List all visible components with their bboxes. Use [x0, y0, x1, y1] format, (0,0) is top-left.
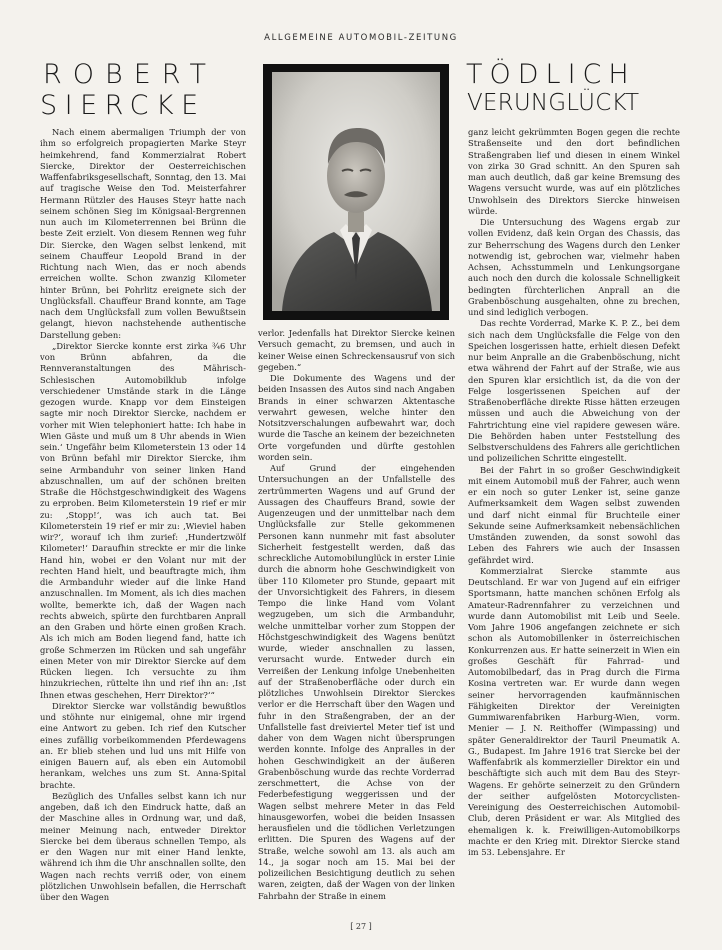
col2-paragraph: Auf Grund der eingehenden Untersuchungen an der Unfallstelle des zertrümmerten Wagens und auf Grund der Aussagen des Chauffeurs Brand, sowie der Augenzeugen und der unmittelbar nach dem Unglücksfalle zur Stelle gekommenen Personen kann nunmehr mit fast absoluter Sicherheit festgestellt werden, daß das schreckliche Automobilunglück in erster Linie durch die abnorm hohe Geschwindigkeit von über 110 Kilometer pro Stunde, gepaart mit der Unvorsichtigkeit des Fahrers, in diesem Tempo die linke Hand vom Volant wegzugeben, um sich die Armbanduhr, welche unmittelbar vorher zum Stoppen der Höchstgeschwindigkeit des Wagens benützt wurde, wieder anschnallen zu lassen, verursacht wurde. Entweder durch ein Verreißen der Lenkung infolge Unebenheiten auf der Straßenoberfläche oder durch ein plötzliches Unwohlsein Direktor Sierckes verlor er die Herrschaft über den Wagen und fuhr in den Straßengraben, der an der Unfallstelle fast dreiviertel Meter tief ist und daher von dem Wagen nicht übersprungen werden konnte. Infolge des Anpralles in der hohen Geschwindigkeit an der äußeren Grabenböschung wurde das rechte Vorderrad zerschmettert, die Achse von der Federbefestigung weggerissen und der Wagen selbst mehrere Meter in das Feld hinausgeworfen, wobei die beiden Insassen herausfielen und die tödlichen Verletzungen erlitten. Die Spuren des Wagens auf der Straße, welche sowohl am 13. als auch am 14., ja sogar noch am 15. Mai bei der polizeilichen Besichtigung deutlich zu sehen waren, zeigten, daß der Wagen von der linken Fahrbahn der Straße in einem — [258, 463, 455, 901]
masthead: ALLGEMEINE AUTOMOBIL-ZEITUNG — [264, 33, 458, 43]
col3-paragraph: Die Untersuchung des Wagens ergab zur vollen Evidenz, daß kein Organ des Chassis, das zur Beherrschung des Wagens durch den Lenker notwendig ist, gebrochen war, vielmehr haben Achsen, Achsstummeln und Lenkungsorgane auch noch den durch die kolossale Schnelligkeit bedingten fürchterlichen Anprall an die Grabenböschung ausgehalten, ohne zu brechen, und sind lediglich verbogen. — [468, 217, 680, 317]
col1-paragraph: Bezüglich des Unfalles selbst kann ich nur angeben, daß ich den Eindruck hatte, daß an der Maschine alles in Ordnung war, und daß, meiner Meinung nach, entweder Direktor Siercke bei dem überaus schnellen Tempo, als er den Wagen nur mit einer Hand lenkte, während ich ihm die Uhr anschnallen sollte, den Wagen nach rechts verriß oder, von einem plötzlichen Unwohlsein befallen, die Herrschaft über den Wagen — [40, 790, 246, 902]
col3-paragraph: Bei der Fahrt in so großer Geschwindigkeit mit einem Automobil muß der Fahrer, auch wenn er ein noch so guter Lenker ist, seine ganze Aufmerksamkeit dem Wagen selbst zuwenden und darf nicht einmal für Bruchteile einer Sekunde seine Aufmerksamkeit nebensächlichen Umständen zuwenden, da sonst sowohl das Leben des Fahrers wie auch der Insassen gefährdet wird. — [468, 464, 680, 565]
headline-right-line2: VERUNGLÜCKT — [467, 90, 640, 116]
portrait-photo — [272, 72, 440, 311]
col1-paragraph: „Direktor Siercke konnte erst zirka ¾6 Uhr von Brünn abfahren, da die Rennveranstaltungen des Mährisch-Schlesischen Automobilklub infolge verschiedener Umstände stark in die Länge gezogen wurde. Knapp vor dem Einsteigen sagte mir noch Direktor Siercke, nachdem er vorher mit Wien telephoniert hatte: Ich habe in Wien Gäste und muß um 8 Uhr abends in Wien sein.‘ Ungefähr beim Kilometerstein 13 oder 14 von Brünn befahl mir Direktor Siercke, ihm seine Armbanduhr von seiner linken Hand abzuschnallen, um auf der schönen breiten Straße die Höchstgeschwindigkeit des Wagens zu erproben. Beim Kilometerstein 19 rief er mir zu: ‚Stopp!‘, was ich auch tat. Bei Kilometerstein 19 rief er mir zu: ‚Wieviel haben wir?‘, worauf ich ihm zurief: ‚Hundertzwölf Kilometer!‘ Daraufhin streckte er mir die linke Hand hin, wobei er den Volant nur mit der rechten Hand hielt, und beauftragte mich, ihm die Armbanduhr wieder auf die linke Hand anzuschnallen. Im Moment, als ich dies machen wollte, bemerkte ich, daß der Wagen nach rechts abweich, spürte den furchtbaren Anprall an den Graben und hörte einen großen Krach. Als ich mich am Boden liegend fand, hatte ich große Schmerzen im Rücken und sah ungefähr einen Meter von mir Direktor Siercke auf dem Rücken liegen. Ich versuchte zu ihm hinzukriechen, rüttelte ihn und rief ihn an: ‚Ist Ihnen etwas geschehen, Herr Direktor?‘“ — [40, 340, 246, 700]
col2-paragraph: verlor. Jedenfalls hat Direktor Siercke keinen Versuch gemacht, zu bremsen, und auch in keiner Weise einen Schreckensausruf von sich gegeben.“ — [258, 328, 455, 372]
article-column-3 — [468, 127, 680, 909]
col1-paragraph: Direktor Siercke war vollständig bewußtlos und stöhnte nur einigemal, ohne mir irgend eine Antwort zu geben. Ich rief den Kutscher eines zufällig vorbeikommenden Pferdewagens an. Er blieb stehen und lud uns mit Hilfe von einigen Bauern auf, als eben ein Automobil herankam, welches uns zum St. Anna-Spital brachte. — [40, 700, 246, 790]
headline-left-line1: ROBERT — [43, 59, 218, 90]
page-number: [ 27 ] — [350, 922, 372, 931]
col3-paragraph: Kommerzialrat Siercke stammte aus Deutschland. Er war von Jugend auf ein eifriger Sportsmann, hatte manchen schönen Erfolg als Amateur-Radrennfahrer zu verzeichnen und wurde dann Automobilist mit Leib und Seele. Vom Jahre 1906 angefangen zeichnete er sich schon als Automobillenker in österreichischen Konkurrenzen aus. Er hatte seinerzeit in Wien ein großes Geschäft für Fahrrad- und Automobilbedarf, das in Prag durch die Firma Kosina vertreten war. Er wurde dann wegen seiner hervorragenden kaufmännischen Fähigkeiten Direktor der Vereinigten Gummiwarenfabriken Harburg-Wien, vorm. Menier — J. N. Reithoffer (Wimpassing) und später Generaldirektor der Tauril Pneumatik A. G., Budapest. Im Jahre 1916 trat Siercke bei der Waffenfabrik als kommerzieller Direktor ein und beschäftigte sich auch mit dem Bau des Steyr-Wagens. Er gehörte seinerzeit zu den Gründern der seither aufgelösten Motorcyclisten-Vereinigung des Oesterreichischen Automobil-Club, deren Präsident er war. Als Mitglied des ehemaligen k. k. Freiwilligen-Automobilkorps machte er den Krieg mit. Direktor Siercke stand im 53. Lebensjahre. Er — [468, 565, 680, 857]
col3-paragraph: ganz leicht gekrümmten Bogen gegen die rechte Straßenseite und den dort befindlichen Straßengraben lief und diesen in einem Winkel von zirka 30 Grad schnitt. An den Spuren sah man auch deutlich, daß gar keine Bremsung des Wagens versucht wurde, was auf ein plötzliches Unwohlsein des Direktors Siercke hinweisen würde. — [468, 127, 680, 216]
headline-left-line2: SIERCKE — [40, 90, 206, 121]
headline-right-line1: TÖDLICH — [466, 59, 636, 90]
col3-paragraph: Das rechte Vorderrad, Marke K. P. Z., bei dem sich nach dem Unglücksfalle die Felge von den Speichen losgerissen hatte, erhielt diesen Defekt nur beim Anpralle an die Grabenböschung, nicht etwa während der Fahrt auf der Straße, wie aus den Spuren klar ersichtlich ist, da die von der Felge losgerissenen Speichen auf der Straßenoberfläche direkte Risse hätten erzeugen müssen und auch die Abweichung von der Fahrtrichtung eine viel rapidere gewesen wäre. Die Behörden haben unter Feststellung des Selbstverschuldens des Fahrers alle gerichtlichen und polizeilichen Schritte eingestellt. — [468, 318, 680, 464]
article-column-1 — [40, 127, 246, 909]
portrait-frame — [263, 64, 449, 320]
col1-paragraph: Nach einem abermaligen Triumph der von ihm so erfolgreich propagierten Marke Steyr heimkehrend, fand Kommerzialrat Robert Siercke, Direktor der Oesterreichischen Waffenfabriksgesellschaft, Sonntag, den 13. Mai auf tragische Weise den Tod. Meisterfahrer Hermann Rützler des Hauses Steyr hatte nach seinem schönen Sieg im Königsaal-Bergrennen nun auch im Kilometerrennen bei Brünn die beste Zeit erzielt. Von diesem Rennen weg fuhr Dir. Siercke, den Wagen selbst lenkend, mit seinem Chauffeur Leopold Brand in der Richtung nach Wien, das er noch abends erreichen wollte. Schon zwanzig Kilometer hinter Brünn, bei Pohrlitz ereignete sich der Unglücksfall. Chauffeur Brand konnte, am Tage nach dem Unglücksfall zum vollen Bewußtsein gelangt, hievon nachstehende authentische Darstellung geben: — [40, 127, 246, 340]
col2-paragraph: Die Dokumente des Wagens und der beiden Insassen des Autos sind nach Angaben Brands in einer schwarzen Aktentasche verwahrt gewesen, welche hinter den Notsitzverschalungen aufbewahrt war, doch wurde die Tasche an keinem der bezeichneten Orte vorgefunden und dürfte gestohlen worden sein. — [258, 373, 455, 462]
article-column-2 — [258, 328, 455, 909]
